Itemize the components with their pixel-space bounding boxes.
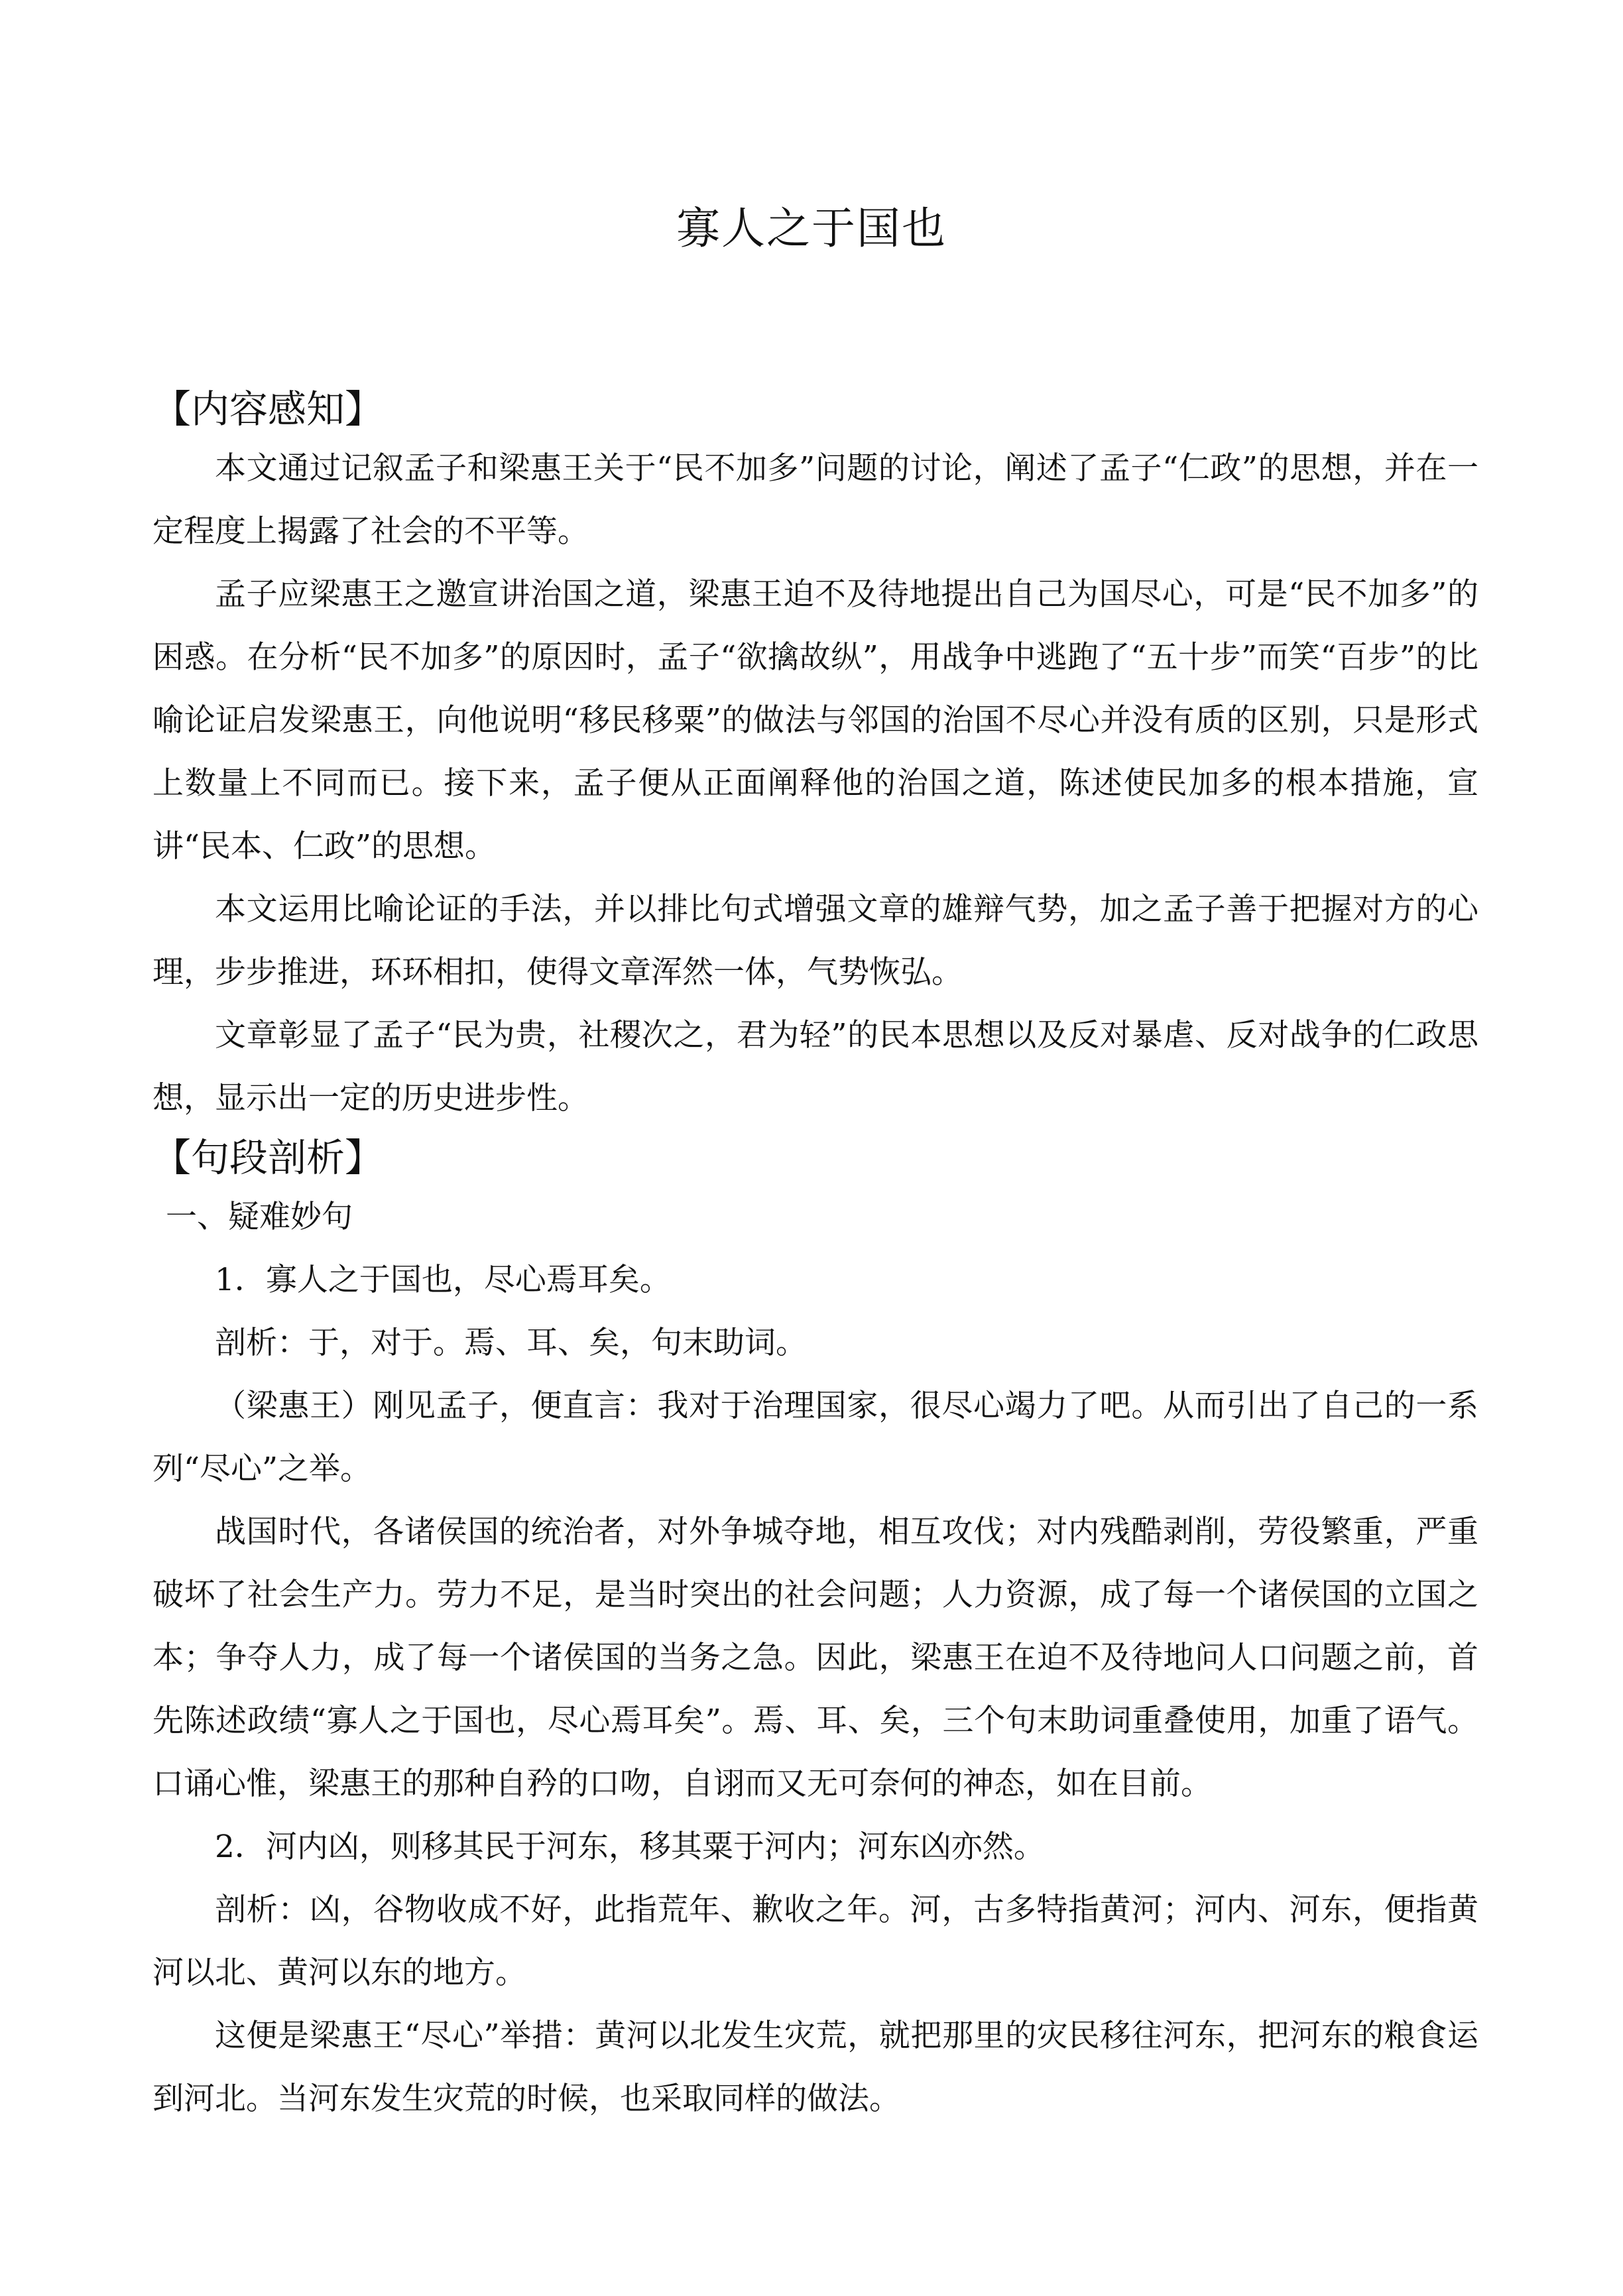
paragraph: 剖析：凶，谷物收成不好，此指荒年、歉收之年。河，古多特指黄河；河内、河东，便指黄河以北、黄河以东的地方。 <box>152 1892 1478 1991</box>
document-body <box>152 381 1478 2130</box>
document-title: 寡人之于国也 <box>676 203 947 254</box>
paragraph: 文章彰显了孟子“民为贵，社稷次之，君为轻”的民本思想以及反对暴虐、反对战争的仁政思想，显示出一定的历史进步性。 <box>152 1017 1478 1117</box>
paragraph: 2．河内凶，则移其民于河东，移其粟于河内；河东凶亦然。 <box>215 1829 1045 1865</box>
paragraph: 这便是梁惠王“尽心”举措：黄河以北发生灾荒，就把那里的灾民移往河东，把河东的粮食运到河北。当河东发生灾荒的时候，也采取同样的做法。 <box>152 2018 1478 2117</box>
section-heading-content-perception: 【内容感知】 <box>152 387 384 432</box>
paragraph: 战国时代，各诸侯国的统治者，对外争城夺地，相互攻伐；对内残酷剥削，劳役繁重，严重破坏了社会生产力。劳力不足，是当时突出的社会问题；人力资源，成了每一个诸侯国的立国之本；争夺人力，成了每一个诸侯国的当务之急。因此，梁惠王在迫不及待地问人口问题之前，首先陈述政绩“寡人之于国也，尽心焉耳矣”。焉、耳、矣，三个句末助词重叠使用，加重了语气。口诵心惟，梁惠王的那种自矜的口吻，自诩而又无可奈何的神态，如在目前。 <box>152 1514 1478 1802</box>
paragraph: 本文运用比喻论证的手法，并以排比句式增强文章的雄辩气势，加之孟子善于把握对方的心理，步步推进，环环相扣，使得文章浑然一体，气势恢弘。 <box>152 891 1478 991</box>
section-heading-sentence-analysis: 【句段剖析】 <box>152 1135 384 1180</box>
paragraph: 本文通过记叙孟子和梁惠王关于“民不加多”问题的讨论，阐述了孟子“仁政”的思想，并在一定程度上揭露了社会的不平等。 <box>152 450 1478 550</box>
paragraph: （梁惠王）刚见孟子，便直言：我对于治理国家，很尽心竭力了吧。从而引出了自己的一系列“尽心”之举。 <box>152 1388 1478 1487</box>
paragraph: 孟子应梁惠王之邀宣讲治国之道，梁惠王迫不及待地提出自己为国尽心，可是“民不加多”的困惑。在分析“民不加多”的原因时，孟子“欲擒故纵”，用战争中逃跑了“五十步”而笑“百步”的比喻论证启发梁惠王，向他说明“移民移粟”的做法与邻国的治国不尽心并没有质的区别，只是形式上数量上不同而已。接下来，孟子便从正面阐释他的治国之道，陈述使民加多的根本措施，宣讲“民本、仁政”的思想。 <box>152 576 1478 865</box>
subsection-heading: 一、疑难妙句 <box>166 1199 353 1235</box>
paragraph: 1．寡人之于国也，尽心焉耳矣。 <box>215 1262 671 1298</box>
paragraph: 剖析：于，对于。焉、耳、矣，句末助词。 <box>215 1325 807 1361</box>
